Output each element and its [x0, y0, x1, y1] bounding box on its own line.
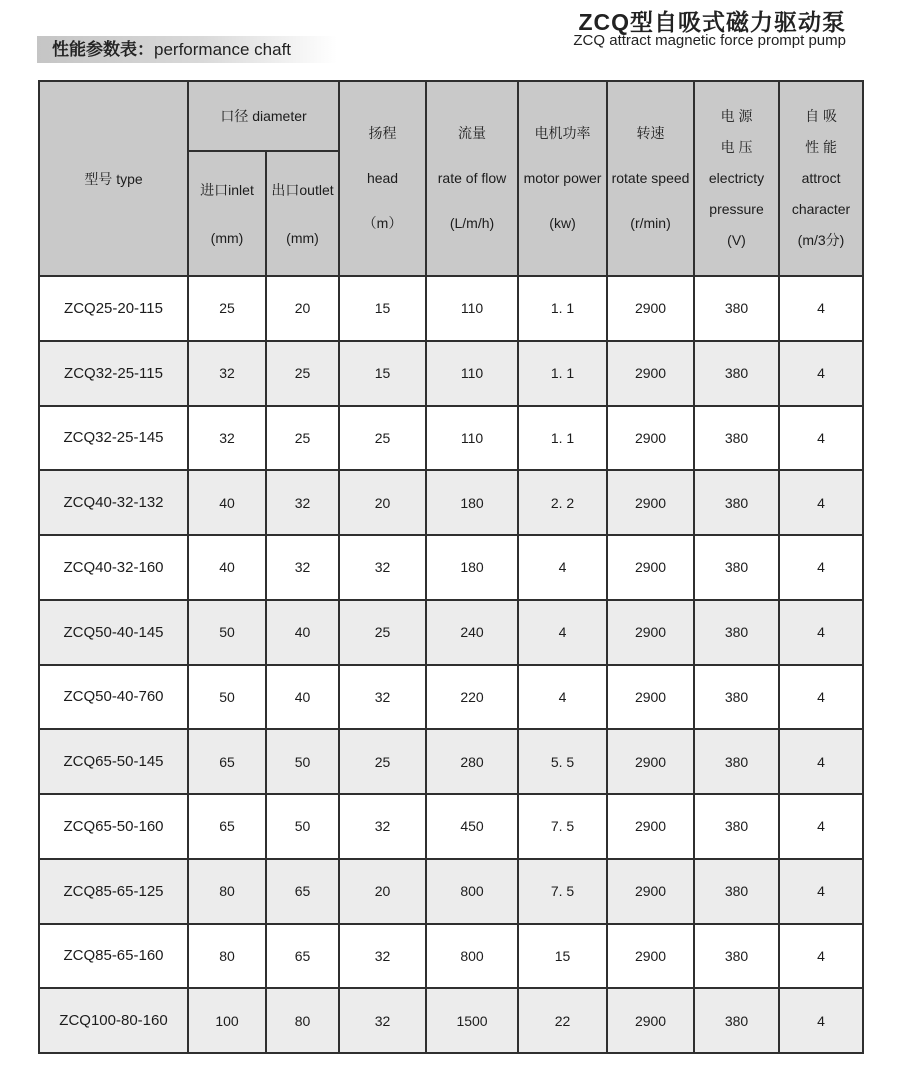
value-cell: 110 — [426, 406, 518, 471]
value-cell: 800 — [426, 924, 518, 989]
model-cell: ZCQ85-65-160 — [39, 924, 188, 989]
value-cell: 32 — [339, 988, 426, 1053]
value-cell: 4 — [779, 276, 863, 341]
header-line: rate of flow — [437, 170, 507, 186]
value-cell: 25 — [266, 406, 339, 471]
value-cell: 2. 2 — [518, 470, 607, 535]
value-cell: 380 — [694, 341, 779, 406]
header-rotate-speed — [607, 81, 694, 276]
header-outlet — [266, 151, 339, 276]
value-cell: 110 — [426, 341, 518, 406]
value-cell: 4 — [779, 535, 863, 600]
header-attract-character — [779, 81, 863, 276]
model-cell: ZCQ32-25-145 — [39, 406, 188, 471]
model-cell: ZCQ32-25-115 — [39, 341, 188, 406]
model-cell: ZCQ50-40-145 — [39, 600, 188, 665]
value-cell: 2900 — [607, 470, 694, 535]
value-cell: 380 — [694, 470, 779, 535]
header-line: 电机功率 — [534, 125, 591, 141]
value-cell: 2900 — [607, 535, 694, 600]
value-cell: 2900 — [607, 729, 694, 794]
header-line: (mm) — [210, 229, 244, 246]
header-line: 转速 — [636, 125, 665, 141]
value-cell: 80 — [188, 859, 266, 924]
value-cell: 1. 1 — [518, 406, 607, 471]
header-line: rotate speed — [611, 170, 690, 186]
model-cell: ZCQ100-80-160 — [39, 988, 188, 1053]
value-cell: 15 — [518, 924, 607, 989]
value-cell: 1. 1 — [518, 341, 607, 406]
value-cell: 32 — [339, 924, 426, 989]
performance-table-wrap — [38, 80, 862, 1054]
value-cell: 32 — [266, 535, 339, 600]
table-row — [39, 729, 863, 794]
value-cell: 4 — [779, 729, 863, 794]
value-cell: 32 — [266, 470, 339, 535]
value-cell: 32 — [339, 794, 426, 859]
value-cell: 380 — [694, 406, 779, 471]
value-cell: 25 — [188, 276, 266, 341]
value-cell: 40 — [266, 665, 339, 730]
header-line: head — [366, 170, 399, 186]
value-cell: 2900 — [607, 665, 694, 730]
value-cell: 4 — [518, 665, 607, 730]
value-cell: 22 — [518, 988, 607, 1053]
section-label-cn: 性能参数表： — [52, 40, 154, 59]
value-cell: 2900 — [607, 600, 694, 665]
header-line: (r/min) — [630, 215, 671, 231]
value-cell: 40 — [266, 600, 339, 665]
value-cell: 380 — [694, 924, 779, 989]
header-voltage — [694, 81, 779, 276]
value-cell: 32 — [188, 406, 266, 471]
value-cell: 40 — [188, 535, 266, 600]
value-cell: 15 — [339, 276, 426, 341]
model-cell: ZCQ50-40-760 — [39, 665, 188, 730]
value-cell: 280 — [426, 729, 518, 794]
value-cell: 25 — [339, 729, 426, 794]
model-cell: ZCQ40-32-160 — [39, 535, 188, 600]
value-cell: 110 — [426, 276, 518, 341]
value-cell: 380 — [694, 600, 779, 665]
table-row — [39, 794, 863, 859]
table-row — [39, 665, 863, 730]
value-cell: 4 — [779, 859, 863, 924]
value-cell: 4 — [518, 535, 607, 600]
value-cell: 20 — [266, 276, 339, 341]
value-cell: 65 — [266, 924, 339, 989]
value-cell: 65 — [188, 729, 266, 794]
value-cell: 7. 5 — [518, 859, 607, 924]
value-cell: 380 — [694, 535, 779, 600]
header-line: motor power — [523, 170, 602, 186]
value-cell: 65 — [188, 794, 266, 859]
table-row — [39, 924, 863, 989]
value-cell: 4 — [779, 988, 863, 1053]
table-header — [39, 81, 863, 276]
value-cell: 50 — [188, 600, 266, 665]
header-line: 扬程 — [368, 125, 397, 141]
table-row — [39, 406, 863, 471]
header-line: (V) — [727, 232, 746, 248]
value-cell: 380 — [694, 276, 779, 341]
value-cell: 2900 — [607, 794, 694, 859]
value-cell: 240 — [426, 600, 518, 665]
value-cell: 380 — [694, 794, 779, 859]
value-cell: 380 — [694, 988, 779, 1053]
value-cell: 2900 — [607, 276, 694, 341]
section-label-en: performance chaft — [154, 40, 292, 59]
header-line: （m） — [362, 215, 403, 231]
value-cell: 25 — [339, 600, 426, 665]
value-cell: 2900 — [607, 341, 694, 406]
header-inlet — [188, 151, 266, 276]
table-row — [39, 341, 863, 406]
value-cell: 5. 5 — [518, 729, 607, 794]
header-head — [339, 81, 426, 276]
table-row — [39, 470, 863, 535]
header-line: (m/3分) — [797, 232, 845, 248]
value-cell: 4 — [779, 406, 863, 471]
header-diameter: 口径 diameter — [188, 81, 339, 151]
value-cell: 4 — [779, 341, 863, 406]
value-cell: 1. 1 — [518, 276, 607, 341]
value-cell: 20 — [339, 470, 426, 535]
model-cell: ZCQ40-32-132 — [39, 470, 188, 535]
value-cell: 20 — [339, 859, 426, 924]
header-flow — [426, 81, 518, 276]
value-cell: 1500 — [426, 988, 518, 1053]
header-type: 型号 type — [39, 81, 188, 276]
performance-table — [38, 80, 864, 1054]
table-row — [39, 535, 863, 600]
header-line: attroct — [801, 170, 841, 186]
value-cell: 180 — [426, 470, 518, 535]
value-cell: 450 — [426, 794, 518, 859]
value-cell: 25 — [266, 341, 339, 406]
value-cell: 32 — [339, 665, 426, 730]
value-cell: 80 — [266, 988, 339, 1053]
table-row — [39, 276, 863, 341]
value-cell: 380 — [694, 859, 779, 924]
model-cell: ZCQ85-65-125 — [39, 859, 188, 924]
header-line: 电 压 — [720, 139, 753, 155]
value-cell: 380 — [694, 665, 779, 730]
table-body — [39, 276, 863, 1053]
value-cell: 4 — [779, 924, 863, 989]
value-cell: 2900 — [607, 406, 694, 471]
value-cell: 4 — [779, 470, 863, 535]
value-cell: 180 — [426, 535, 518, 600]
value-cell: 7. 5 — [518, 794, 607, 859]
section-header-bar — [37, 36, 337, 63]
value-cell: 220 — [426, 665, 518, 730]
header-line: (L/m/h) — [449, 215, 495, 231]
value-cell: 2900 — [607, 988, 694, 1053]
header-line: 出口outlet — [271, 181, 334, 198]
header-line: 自 吸 — [805, 108, 837, 124]
value-cell: 32 — [339, 535, 426, 600]
value-cell: 50 — [266, 794, 339, 859]
table-row — [39, 988, 863, 1053]
header-motor-power — [518, 81, 607, 276]
page-title: ZCQ型自吸式磁力驱动泵 — [578, 9, 846, 35]
value-cell: 4 — [518, 600, 607, 665]
model-cell: ZCQ25-20-115 — [39, 276, 188, 341]
value-cell: 40 — [188, 470, 266, 535]
value-cell: 65 — [266, 859, 339, 924]
model-cell: ZCQ65-50-145 — [39, 729, 188, 794]
table-row — [39, 600, 863, 665]
header-line: 进口inlet — [200, 181, 254, 198]
value-cell: 800 — [426, 859, 518, 924]
header-line: 流量 — [458, 125, 487, 141]
value-cell: 80 — [188, 924, 266, 989]
value-cell: 380 — [694, 729, 779, 794]
header-line: pressure — [709, 201, 764, 217]
header-line: (kw) — [549, 215, 576, 231]
value-cell: 2900 — [607, 859, 694, 924]
value-cell: 100 — [188, 988, 266, 1053]
header-line: (mm) — [286, 229, 319, 246]
value-cell: 15 — [339, 341, 426, 406]
value-cell: 32 — [188, 341, 266, 406]
value-cell: 4 — [779, 794, 863, 859]
model-cell: ZCQ65-50-160 — [39, 794, 188, 859]
value-cell: 4 — [779, 665, 863, 730]
value-cell: 50 — [188, 665, 266, 730]
table-row — [39, 859, 863, 924]
header-line: electricty — [708, 170, 765, 186]
value-cell: 25 — [339, 406, 426, 471]
header-line: 性 能 — [805, 139, 837, 155]
value-cell: 50 — [266, 729, 339, 794]
header-line: 电 源 — [720, 108, 753, 124]
header-line: character — [791, 201, 851, 217]
page-subtitle: ZCQ attract magnetic force prompt pump — [573, 32, 846, 49]
value-cell: 2900 — [607, 924, 694, 989]
value-cell: 4 — [779, 600, 863, 665]
